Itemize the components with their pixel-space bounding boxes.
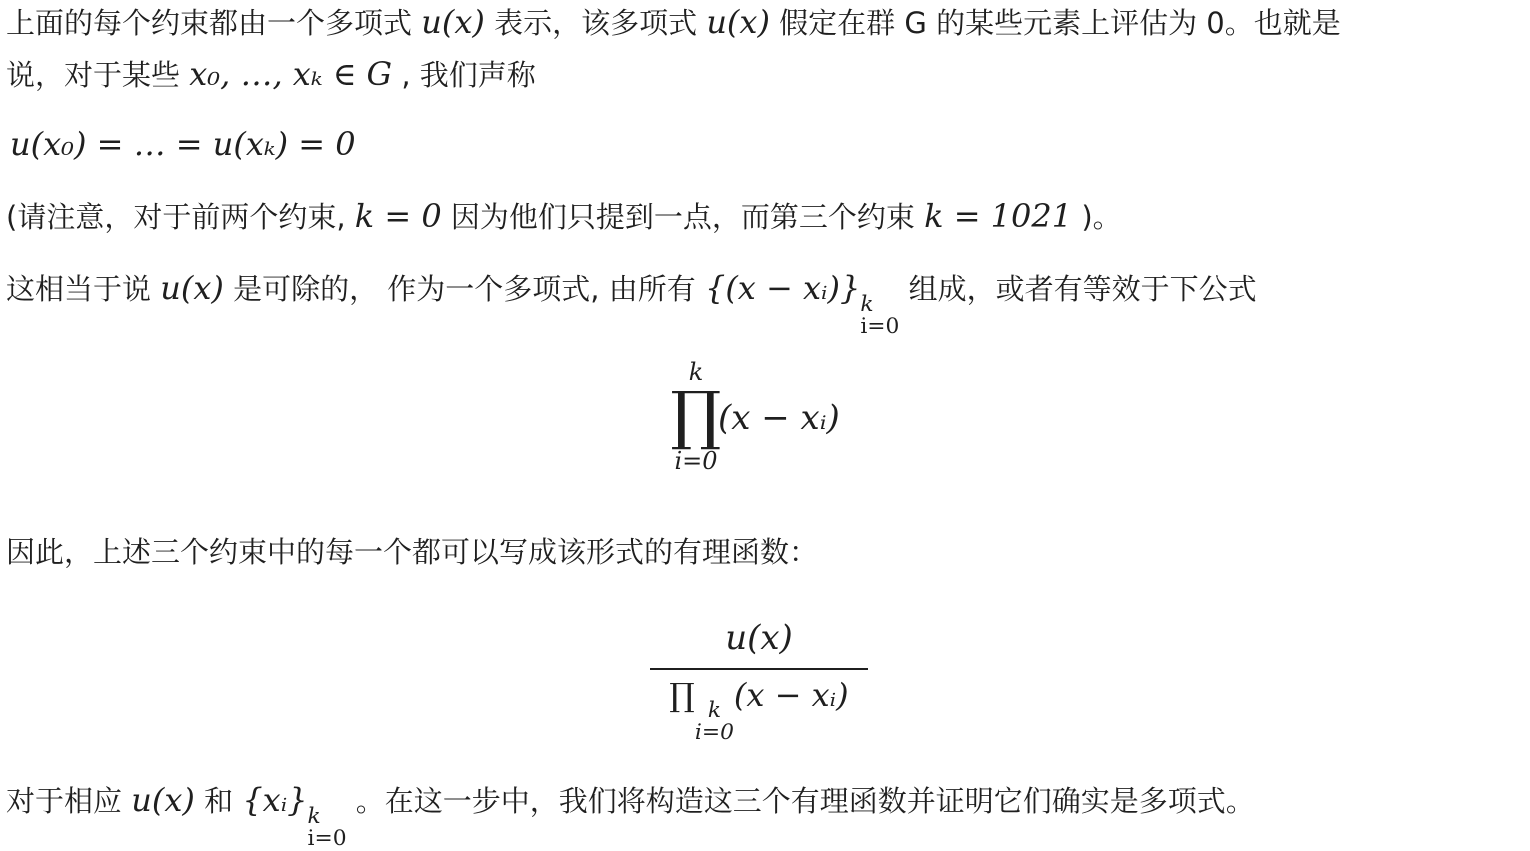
p5-text-b: 和: [204, 784, 234, 818]
product-symbol: ∏: [670, 379, 722, 453]
p1-text-c: 假定在群 G 的某些元素上评估为 0。也就是: [779, 6, 1341, 40]
p1-text-e: , 我们声称: [401, 58, 536, 92]
den-product-symbol: ∏: [669, 676, 695, 714]
math-set-sub: i=0: [860, 313, 900, 339]
paragraph-4: 因此，上述三个约束中的每一个都可以写成该形式的有理函数：: [6, 535, 819, 569]
rational-function-display: [650, 618, 868, 743]
paragraph-1-line-2: [6, 55, 536, 93]
math-set-of-roots: [242, 781, 347, 851]
paragraph-2: [6, 197, 1122, 235]
fraction-bar: [650, 668, 868, 670]
product-upper-limit: k: [688, 358, 704, 386]
math-u-of-x-2: u(x): [706, 3, 770, 41]
math-set-body: {(x − xᵢ)}: [704, 269, 861, 307]
math-set-sup: k: [860, 291, 874, 317]
den-sup: k: [707, 697, 721, 723]
paragraph-1-line-1: [6, 3, 1341, 41]
math-roots-limits: [307, 803, 347, 851]
p3-text-c: 组成，或者有等效于下公式: [908, 272, 1257, 306]
math-roots-sup: k: [307, 803, 321, 829]
math-x0-to-xk-in-g: x₀, …, xₖ ∈ G: [189, 55, 393, 93]
paragraph-5: [6, 781, 1255, 851]
math-u-of-x: u(x): [421, 3, 485, 41]
p3-text-b: 是可除的， 作为一个多项式, 由所有: [233, 272, 696, 306]
p1-text-a: 上面的每个约束都由一个多项式: [6, 6, 413, 40]
math-set-limits: [860, 291, 900, 339]
paragraph-3: [6, 269, 1257, 339]
math-k-equals-0: k = 0: [354, 197, 442, 235]
math-u-of-x-3: u(x): [160, 269, 224, 307]
p1-text-d: 说，对于某些: [6, 58, 181, 92]
p1-text-b: 表示，该多项式: [494, 6, 698, 40]
math-u-of-x-4: u(x): [131, 781, 195, 819]
den-product-limits: [694, 697, 734, 745]
fraction-numerator: u(x): [725, 618, 793, 658]
p5-text-a: 对于相应: [6, 784, 123, 818]
p2-text-c: )。: [1081, 200, 1122, 234]
product-argument: (x − xᵢ): [718, 398, 840, 438]
fraction-denominator: [650, 676, 868, 743]
p3-text-a: 这相当于说: [6, 272, 152, 306]
p2-text-b: 因为他们只提到一点，而第三个约束: [450, 200, 915, 234]
den-sub: i=0: [694, 719, 734, 745]
math-k-equals-1021: k = 1021: [924, 197, 1073, 235]
den-argument: (x − xᵢ): [733, 676, 849, 714]
product-display: [666, 358, 726, 475]
p5-text-c: 。在这一步中，我们将构造这三个有理函数并证明它们确实是多项式。: [355, 784, 1255, 818]
p2-text-a: (请注意，对于前两个约束,: [6, 200, 346, 234]
product-lower-limit: i=0: [674, 446, 718, 475]
math-roots-sub: i=0: [307, 825, 347, 851]
equation-roots: u(x₀) = … = u(xₖ) = 0: [10, 125, 356, 163]
math-roots-body: {xᵢ}: [242, 781, 308, 819]
math-set-of-factors: [704, 269, 900, 339]
